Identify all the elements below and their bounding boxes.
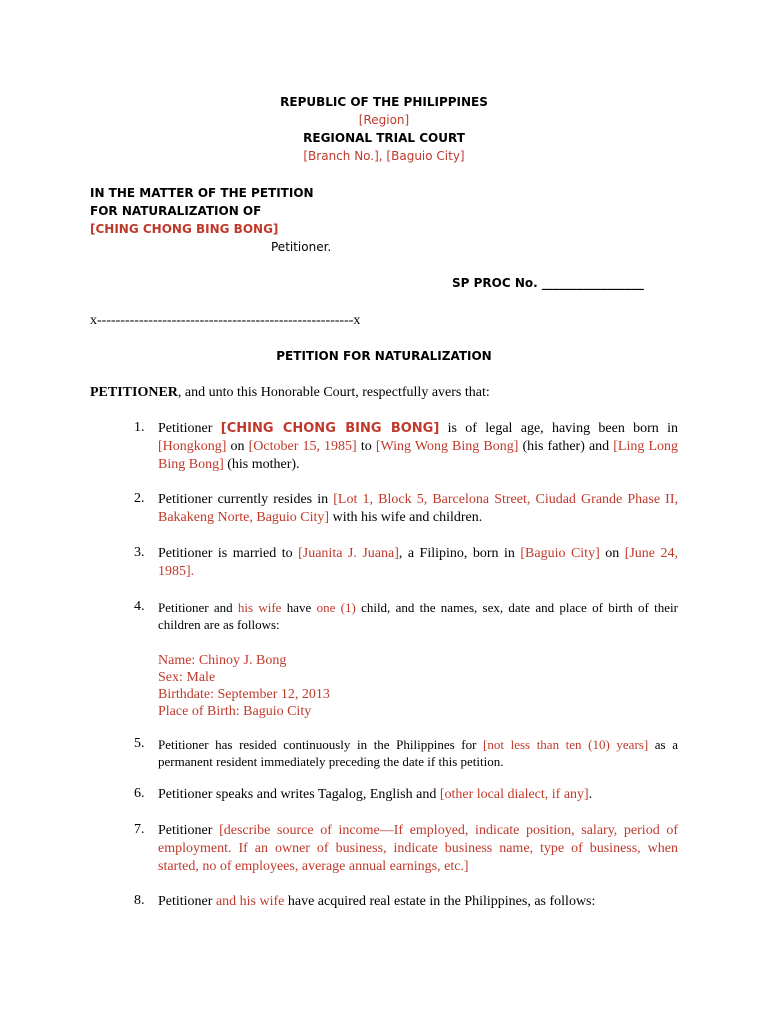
paragraph-4 [158, 599, 678, 633]
p1-text-d: to [356, 439, 376, 454]
paragraph-5-number: 5. [134, 736, 145, 751]
child-name: Name: Chinoy J. Bong [158, 653, 287, 668]
child-sex: Sex: Male [158, 670, 216, 685]
p3-birthdate: [June 24, 1985]. [158, 546, 678, 579]
p4-text-c: child, and the names, sex, date and place of birth of their children are as follows: [158, 600, 678, 632]
header-region: [Region] [358, 113, 410, 127]
paragraph-6 [158, 786, 678, 804]
child-birthplace: Place of Birth: Baguio City [158, 704, 312, 719]
caption-divider: x-------------------------------------------------------x [90, 313, 361, 328]
p3-birthplace: [Baguio City] [520, 546, 600, 561]
paragraph-3-number: 3. [134, 545, 145, 560]
p5-residency-period: [not less than ten (10) years] [483, 737, 649, 752]
p3-text-a: Petitioner is married to [158, 546, 299, 561]
p3-text-c: on [599, 546, 625, 561]
paragraph-4-number: 4. [134, 599, 145, 614]
p1-text-b: is of legal age, having been born in [439, 421, 678, 436]
p1-father: [Wing Wong Bing Bong] [375, 439, 519, 454]
header-republic: REPUBLIC OF THE PHILIPPINES [280, 95, 488, 109]
caption-petitioner-name: [CHING CHONG BING BONG] [90, 222, 279, 236]
paragraph-3 [158, 545, 678, 581]
caption-petitioner-label: Petitioner. [271, 240, 332, 254]
p4-wife: his wife [237, 600, 282, 615]
paragraph-6-number: 6. [134, 786, 145, 801]
p8-text-a: Petitioner [158, 894, 216, 909]
child-details [158, 652, 330, 720]
p6-text-a: Petitioner speaks and writes Tagalog, English and [158, 787, 440, 802]
p1-mother: [Ling Long Bing Bong] [158, 439, 679, 472]
p2-text-b: with his wife and children. [329, 510, 483, 525]
p6-dialect: [other local dialect, if any] [439, 787, 589, 802]
p4-text-a: Petitioner and [158, 600, 238, 615]
header-court: REGIONAL TRIAL COURT [303, 131, 465, 145]
sp-proc-number: SP PROC No. _________________ [452, 276, 644, 290]
paragraph-8-number: 8. [134, 893, 145, 908]
p4-child-count: one (1) [316, 600, 356, 615]
child-birthdate: Birthdate: September 12, 2013 [158, 687, 330, 702]
header-branch: [Branch No.], [Baguio City] [303, 149, 465, 163]
p3-text-b: , a Filipino, born in [398, 546, 521, 561]
intro-paragraph [90, 385, 490, 401]
p8-wife: and his wife [215, 894, 285, 909]
paragraph-1 [158, 420, 678, 474]
paragraph-1-number: 1. [134, 420, 145, 435]
p2-text-a: Petitioner currently resides in [158, 492, 334, 507]
p1-birthdate: [October 15, 1985] [248, 439, 357, 454]
p7-income-description: [describe source of income—If employed, indicate position, salary, period of employment. If an owner of business, indicate business name, type of business, when started, no of employees, average annual earnings, etc.] [158, 823, 679, 874]
p3-spouse: [Juanita J. Juana] [298, 546, 399, 561]
p1-text-e: (his father) and [518, 439, 614, 454]
paragraph-5 [158, 736, 678, 770]
p4-text-b: have [281, 600, 317, 615]
p1-text-c: on [226, 439, 249, 454]
p2-address: [Lot 1, Block 5, Barcelona Street, Ciudad Grande Phase II, Bakakeng Norte, Baguio City] [158, 492, 679, 525]
caption-line2: FOR NATURALIZATION OF [90, 204, 262, 218]
p5-text-b: as a permanent resident immediately preceding the date if this petition. [158, 737, 678, 769]
intro-text: , and unto this Honorable Court, respectfully avers that: [177, 385, 490, 400]
paragraph-2-number: 2. [134, 491, 145, 506]
p8-text-b: have acquired real estate in the Philippines, as follows: [284, 894, 596, 909]
p1-petitioner-name: [CHING CHONG BING BONG] [220, 421, 440, 436]
caption-line1: IN THE MATTER OF THE PETITION [90, 186, 314, 200]
p5-text-a: Petitioner has resided continuously in the Philippines for [158, 737, 484, 752]
paragraph-2 [158, 491, 678, 527]
paragraph-7 [158, 822, 678, 876]
paragraph-8 [158, 893, 678, 911]
p6-text-b: . [588, 787, 593, 802]
p1-text-a: Petitioner [158, 421, 221, 436]
p1-text-f: (his mother). [223, 457, 300, 472]
petition-title: PETITION FOR NATURALIZATION [276, 349, 492, 363]
p1-birthplace: [Hongkong] [158, 439, 227, 454]
intro-petitioner-bold: PETITIONER [90, 385, 178, 400]
p7-text-a: Petitioner [158, 823, 220, 838]
paragraph-7-number: 7. [134, 822, 145, 837]
